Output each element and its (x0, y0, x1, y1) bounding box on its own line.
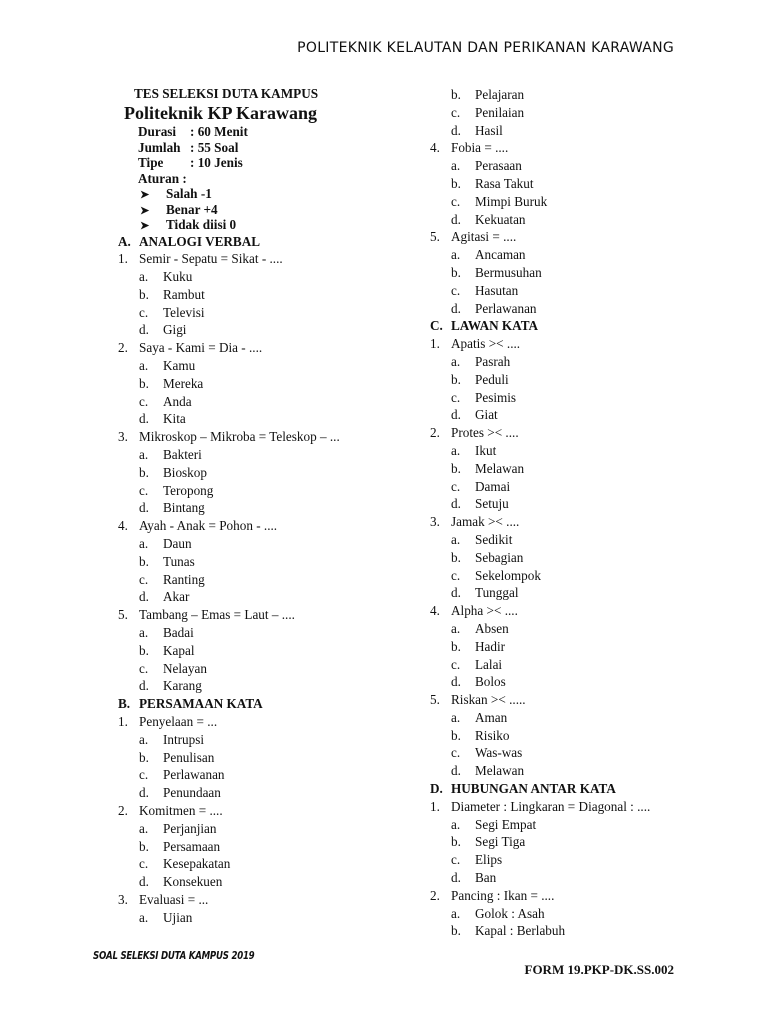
answer-option-text: Televisi (163, 304, 205, 320)
answer-option-text: Hasutan (475, 282, 519, 298)
answer-option-number: b. (451, 923, 461, 939)
answer-option-number: a. (139, 358, 149, 374)
page-header: POLITEKNIK KELAUTAN DAN PERIKANAN KARAWANG (297, 40, 674, 56)
answer-option (430, 709, 730, 727)
answer-option (430, 851, 730, 869)
answer-option (118, 553, 418, 571)
answer-option (430, 584, 730, 602)
answer-option (118, 482, 418, 500)
question-item-text: Komitmen = .... (139, 803, 223, 818)
answer-option-number: d. (451, 407, 461, 423)
answer-option-number: b. (451, 727, 461, 743)
answer-option (430, 371, 730, 389)
answer-option-number: b. (139, 464, 149, 480)
answer-option-text: Tunggal (475, 585, 519, 601)
answer-option-number: a. (451, 442, 461, 458)
answer-option (118, 393, 418, 411)
answer-option (118, 909, 418, 927)
answer-option (118, 535, 418, 553)
answer-option-number: d. (451, 870, 461, 886)
rule-item (118, 217, 418, 233)
answer-option (118, 642, 418, 660)
answer-option-number: a. (139, 447, 149, 463)
answer-option-number: b. (139, 286, 149, 302)
answer-option (118, 588, 418, 606)
answer-option-number: d. (139, 322, 149, 338)
answer-option-text: Golok : Asah (475, 905, 545, 921)
answer-option-number: c. (139, 660, 149, 676)
answer-option-text: Perlawanan (163, 767, 225, 783)
question-item-text: Pancing : Ikan = .... (451, 887, 555, 903)
answer-option-text: Melawan (475, 460, 525, 476)
answer-option (118, 446, 418, 464)
answer-option-text: Ban (475, 870, 497, 886)
answer-option-text: Penulisan (163, 749, 215, 765)
answer-option-text: Bermusuhan (475, 264, 542, 280)
answer-option (118, 749, 418, 767)
answer-option-number: a. (451, 816, 461, 832)
answer-option-number: b. (451, 549, 461, 565)
answer-option-text: Perjanjian (163, 820, 217, 836)
answer-option (118, 766, 418, 784)
question-item-number: 1. (430, 798, 440, 814)
question-item (118, 339, 418, 357)
answer-option-text: Sebagian (475, 549, 524, 565)
answer-option-number: c. (139, 304, 149, 320)
answer-option (430, 620, 730, 638)
question-item-text: Agitasi = .... (451, 229, 517, 245)
question-item (430, 335, 730, 353)
question-item-number: 2. (430, 887, 440, 903)
answer-option-text: Setuju (475, 496, 509, 512)
answer-option-text: Kamu (163, 358, 196, 374)
answer-option-text: Pelajaran (475, 87, 525, 102)
answer-option-text: Hasil (475, 122, 503, 138)
answer-option-number: d. (139, 874, 149, 890)
answer-option (430, 353, 730, 371)
question-item-number: 3. (118, 891, 128, 907)
question-item (118, 606, 418, 624)
answer-option-number: a. (451, 905, 461, 921)
answer-option-number: c. (451, 193, 461, 209)
question-item-text: Evaluasi = ... (139, 891, 209, 907)
question-item-number: 4. (430, 140, 440, 156)
question-item-number: 2. (118, 340, 128, 356)
answer-option (430, 406, 730, 424)
answer-option-number: a. (139, 820, 149, 836)
question-item-number: 5. (430, 692, 440, 708)
question-item (430, 513, 730, 531)
meta-key: Tipe (138, 155, 164, 170)
answer-option-text: Ancaman (475, 247, 526, 263)
answer-option-number: b. (451, 264, 461, 280)
meta-value: : 60 Menit (190, 124, 248, 139)
answer-option-text: Kekuatan (475, 211, 526, 227)
answer-option (430, 300, 730, 318)
answer-option-text: Segi Empat (475, 816, 537, 832)
answer-option-number: d. (451, 763, 461, 779)
question-item-text: Protes >< .... (451, 425, 519, 441)
answer-option-number: a. (451, 158, 461, 174)
section-heading-number: B. (118, 696, 131, 712)
section-heading-text: HUBUNGAN ANTAR KATA (451, 781, 616, 797)
answer-option-text: Mimpi Buruk (475, 193, 548, 209)
answer-option-number: c. (139, 767, 149, 783)
answer-option-text: Damai (475, 478, 511, 494)
answer-option-number: d. (139, 411, 149, 427)
answer-option (430, 816, 730, 834)
answer-option (430, 264, 730, 282)
answer-option-text: Kapal : Berlabuh (475, 923, 566, 939)
answer-option-text: Pesimis (475, 389, 517, 405)
answer-option-text: Karang (163, 678, 202, 694)
answer-option (430, 389, 730, 407)
form-code: FORM 19.PKP-DK.SS.002 (524, 962, 674, 977)
section-heading-number: A. (118, 233, 131, 249)
section-heading-number: C. (430, 318, 443, 334)
question-item-number: 5. (118, 607, 128, 623)
answer-option (118, 321, 418, 339)
answer-option-number: b. (139, 749, 149, 765)
answer-option-number: a. (139, 625, 149, 641)
answer-option (430, 478, 730, 496)
question-item-text: Penyelaan = ... (139, 714, 218, 730)
answer-option-text: Peduli (475, 371, 509, 387)
answer-option-number: a. (139, 269, 149, 285)
answer-option-number: c. (139, 856, 149, 872)
answer-option-text: Daun (163, 536, 192, 552)
answer-option (118, 838, 418, 856)
answer-option-number: d. (451, 496, 461, 512)
answer-option-number: d. (139, 785, 149, 801)
answer-option-number: c. (451, 104, 461, 120)
meta-key: Jumlah (138, 139, 181, 155)
answer-option (118, 464, 418, 482)
question-item (118, 802, 418, 820)
answer-option (118, 304, 418, 322)
answer-option (118, 286, 418, 304)
answer-option-text: Segi Tiga (475, 834, 526, 850)
answer-option (430, 104, 730, 122)
question-item (118, 250, 418, 268)
question-item-text: Apatis >< .... (451, 336, 521, 352)
answer-option-number: b. (139, 375, 149, 391)
answer-option (430, 122, 730, 140)
answer-option-text: Akar (163, 589, 190, 605)
answer-option-number: b. (451, 834, 461, 850)
answer-option-number: a. (139, 909, 149, 925)
answer-option-text: Aman (475, 709, 508, 725)
question-item (118, 891, 418, 909)
answer-option (430, 567, 730, 585)
answer-option-number: d. (451, 211, 461, 227)
answer-option (430, 549, 730, 567)
question-item-text: Semir - Sepatu = Sikat - .... (139, 251, 283, 267)
section-heading-number: D. (430, 781, 443, 797)
answer-option (430, 175, 730, 193)
answer-option (430, 86, 730, 104)
answer-option (430, 656, 730, 674)
answer-option-text: Bolos (475, 674, 506, 690)
answer-option-text: Sedikit (475, 531, 513, 547)
rule-text: Benar +4 (166, 201, 218, 217)
answer-option (430, 157, 730, 175)
meta-key: Durasi (138, 124, 177, 139)
institution-title: Politeknik KP Karawang (124, 103, 318, 123)
answer-option-text: Ujian (163, 909, 193, 925)
section-heading (430, 780, 730, 798)
answer-option-text: Perasaan (475, 158, 522, 174)
answer-option-text: Hadir (475, 638, 506, 654)
answer-option (430, 211, 730, 229)
answer-option-number: a. (451, 620, 461, 636)
question-item-number: 1. (118, 714, 128, 730)
question-item-text: Tambang – Emas = Laut – .... (139, 607, 295, 623)
answer-option-number: c. (451, 745, 461, 761)
answer-option-text: Absen (475, 620, 509, 636)
answer-option (118, 731, 418, 749)
footer-left: SOAL SELEKSI DUTA KAMPUS 2019 (93, 950, 255, 962)
answer-option-number: b. (451, 638, 461, 654)
answer-option-text: Konsekuen (163, 874, 223, 890)
section-heading (118, 695, 418, 713)
answer-option-number: a. (451, 247, 461, 263)
question-item-number: 2. (430, 425, 440, 441)
question-item (430, 424, 730, 442)
arrow-bullet-icon: ➤ (140, 220, 150, 232)
answer-option (118, 357, 418, 375)
answer-option-text: Rambut (163, 286, 205, 302)
question-item (118, 428, 418, 446)
title-block (118, 86, 418, 124)
meta-row (118, 124, 418, 140)
answer-option (430, 833, 730, 851)
rules-list (118, 186, 418, 233)
answer-option-text: Persamaan (163, 838, 221, 854)
answer-option-text: Perlawanan (475, 300, 537, 316)
question-item (430, 798, 730, 816)
rule-item (118, 186, 418, 202)
answer-option (118, 677, 418, 695)
arrow-bullet-icon: ➤ (140, 204, 150, 217)
answer-option (118, 624, 418, 642)
answer-option (430, 246, 730, 264)
answer-option-number: c. (451, 852, 461, 868)
question-item-number: 5. (430, 229, 440, 245)
answer-option-text: Gigi (163, 322, 187, 338)
section-heading-text: PERSAMAAN KATA (139, 696, 263, 712)
answer-option-text: Penundaan (163, 785, 221, 801)
rule-text: Tidak diisi 0 (166, 217, 237, 232)
question-item (430, 139, 730, 157)
answer-option-number: d. (139, 500, 149, 516)
answer-option-number: c. (451, 567, 461, 583)
answer-option-number: a. (451, 709, 461, 725)
answer-option-number: b. (139, 553, 149, 569)
answer-option (430, 282, 730, 300)
meta-value: : 55 Soal (190, 139, 239, 155)
question-item-text: Fobia = .... (451, 140, 509, 156)
answer-option-number: b. (451, 460, 461, 476)
answer-option-text: Tunas (163, 553, 195, 569)
answer-option-text: Teropong (163, 482, 214, 498)
question-list-left (118, 233, 418, 927)
answer-option-number: a. (451, 531, 461, 547)
question-item-number: 2. (118, 803, 128, 818)
answer-option-text: Badai (163, 625, 194, 641)
answer-option-text: Giat (475, 407, 498, 423)
question-item-number: 1. (430, 336, 440, 352)
answer-option-text: Kita (163, 411, 186, 427)
question-item-text: Jamak >< .... (451, 514, 520, 530)
answer-option-text: Bakteri (163, 447, 202, 463)
section-heading (430, 317, 730, 335)
answer-option (118, 268, 418, 286)
answer-option (118, 820, 418, 838)
question-item-text: Ayah - Anak = Pohon - .... (139, 518, 278, 534)
answer-option (118, 410, 418, 428)
answer-option (118, 873, 418, 891)
question-item (118, 713, 418, 731)
question-item-text: Diameter : Lingkaran = Diagonal : .... (451, 798, 651, 814)
answer-option-text: Melawan (475, 763, 525, 779)
question-item-number: 4. (430, 603, 440, 619)
answer-option-text: Lalai (475, 656, 503, 672)
answer-option (118, 375, 418, 393)
answer-option-text: Elips (475, 852, 503, 868)
answer-option-number: d. (451, 122, 461, 138)
answer-option-text: Bintang (163, 500, 205, 516)
answer-option-text: Bioskop (163, 464, 207, 480)
answer-option (430, 727, 730, 745)
answer-option-text: Kapal (163, 642, 195, 658)
answer-option-text: Sekelompok (475, 567, 541, 583)
question-item (430, 602, 730, 620)
question-item (430, 228, 730, 246)
answer-option-text: Intrupsi (163, 731, 205, 747)
question-item-number: 3. (430, 514, 440, 530)
question-item-text: Alpha >< .... (451, 603, 518, 619)
answer-option (430, 442, 730, 460)
answer-option-text: Rasa Takut (475, 175, 534, 191)
answer-option-number: c. (451, 389, 461, 405)
answer-option (430, 762, 730, 780)
question-item-text: Mikroskop – Mikroba = Teleskop – ... (139, 429, 340, 445)
answer-option-number: c. (451, 282, 461, 298)
answer-option-text: Ranting (163, 571, 205, 587)
answer-option (430, 869, 730, 887)
answer-option (118, 571, 418, 589)
right-column (430, 86, 730, 940)
meta-row (118, 155, 418, 171)
answer-option (430, 905, 730, 923)
question-item (118, 517, 418, 535)
answer-option-number: c. (139, 393, 149, 409)
answer-option-text: Kesepakatan (163, 856, 231, 872)
answer-option-number: b. (139, 642, 149, 658)
answer-option-text: Risiko (475, 727, 510, 743)
section-heading-text: LAWAN KATA (451, 318, 539, 334)
question-item-text: Riskan >< ..... (451, 692, 526, 708)
answer-option-text: Nelayan (163, 660, 207, 676)
answer-option (430, 460, 730, 478)
answer-option-text: Pasrah (475, 353, 511, 369)
question-list-right (430, 86, 730, 940)
meta-value: : 10 Jenis (190, 155, 243, 170)
question-item-number: 1. (118, 251, 128, 267)
answer-option-number: a. (451, 353, 461, 369)
answer-option-text: Mereka (163, 375, 204, 391)
arrow-bullet-icon: ➤ (140, 189, 150, 201)
answer-option (118, 855, 418, 873)
section-heading-text: ANALOGI VERBAL (139, 233, 261, 249)
answer-option-number: d. (451, 300, 461, 316)
answer-option-number: b. (451, 87, 461, 102)
answer-option-text: Kuku (163, 269, 193, 285)
answer-option-number: d. (139, 678, 149, 694)
section-heading (118, 233, 418, 251)
answer-option (430, 495, 730, 513)
answer-option (430, 193, 730, 211)
meta-row (118, 140, 418, 156)
answer-option (118, 660, 418, 678)
question-item-number: 4. (118, 518, 128, 534)
answer-option (430, 922, 730, 940)
left-column (118, 86, 418, 927)
answer-option (430, 638, 730, 656)
answer-option (430, 744, 730, 762)
answer-option-number: c. (451, 478, 461, 494)
answer-option-number: b. (139, 838, 149, 854)
answer-option (118, 784, 418, 802)
answer-option-text: Penilaian (475, 104, 525, 120)
answer-option-text: Ikut (475, 442, 497, 458)
test-meta (118, 124, 418, 186)
rule-text: Salah -1 (166, 186, 212, 201)
answer-option-number: a. (139, 731, 149, 747)
answer-option-text: Anda (163, 393, 192, 409)
answer-option-number: c. (139, 571, 149, 587)
question-item-number: 3. (118, 429, 128, 445)
test-title: TES SELEKSI DUTA KAMPUS (134, 86, 319, 101)
answer-option (430, 531, 730, 549)
meta-key: Aturan : (138, 170, 187, 186)
answer-option-number: a. (139, 536, 149, 552)
answer-option-number: d. (451, 585, 461, 601)
answer-option-number: b. (451, 371, 461, 387)
meta-row (118, 171, 418, 187)
answer-option-number: d. (139, 589, 149, 605)
answer-option-text: Was-was (475, 745, 523, 761)
answer-option-number: c. (139, 482, 149, 498)
answer-option-number: c. (451, 656, 461, 672)
question-item (430, 691, 730, 709)
answer-option-number: b. (451, 175, 461, 191)
answer-option-number: d. (451, 674, 461, 690)
question-item-text: Saya - Kami = Dia - .... (139, 340, 263, 356)
rule-item (118, 202, 418, 218)
answer-option (430, 673, 730, 691)
question-item (430, 887, 730, 905)
answer-option (118, 499, 418, 517)
